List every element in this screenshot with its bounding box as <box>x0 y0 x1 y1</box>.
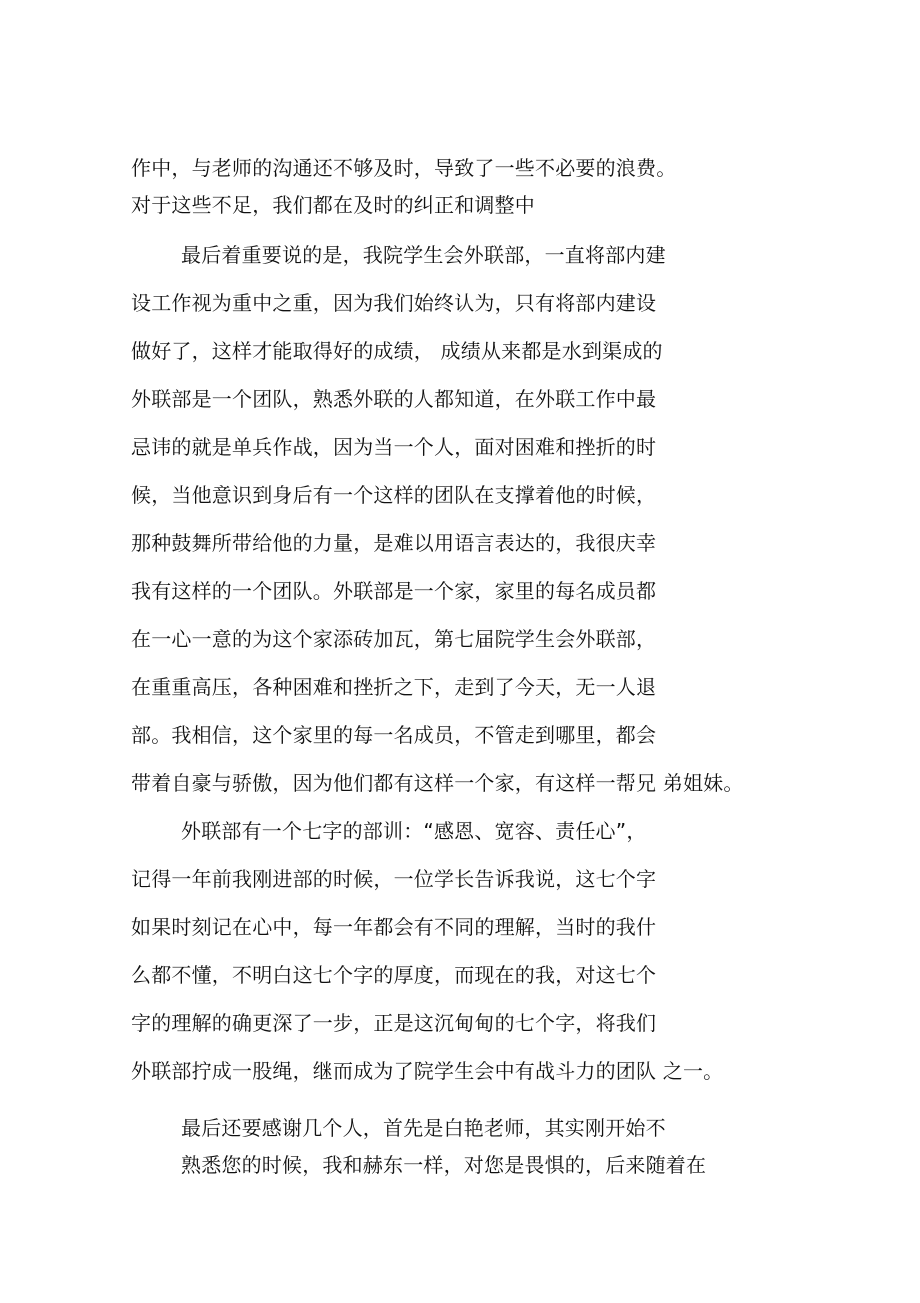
text-line: 外联部是一个团队，熟悉外联的人都知道，在外联工作中最 <box>131 387 657 411</box>
text-line: 在一心一意的为这个家添砖加瓦，第七届院学生会外联部， <box>131 627 657 651</box>
text-line: 部。我相信，这个家里的每一名成员，不管走到哪里，都会 <box>131 723 657 747</box>
paragraph-start-line: 最后着重要说的是，我院学生会外联部，一直将部内建 <box>181 243 666 267</box>
text-line: 么都不懂，不明白这七个字的厚度，而现在的我，对这七个 <box>131 963 657 987</box>
text-line: 带着自豪与骄傲，因为他们都有这样一个家，有这样一帮兄 弟姐妹。 <box>131 771 744 795</box>
text-line: 作中，与老师的沟通还不够及时，导致了一些不必要的浪费。 <box>131 156 677 180</box>
text-line: 外联部拧成一股绳，继而成为了院学生会中有战斗力的团队 之一。 <box>131 1059 724 1083</box>
text-line: 我有这样的一个团队。外联部是一个家，家里的每名成员都 <box>131 579 657 603</box>
text-line: 那种鼓舞所带给他的力量，是难以用语言表达的，我很庆幸 <box>131 531 657 555</box>
text-line: 对于这些不足，我们都在及时的纠正和调整中 <box>131 193 535 217</box>
paragraph-start-line: 最后还要感谢几个人，首先是白艳老师，其实刚开始不 <box>181 1116 666 1140</box>
text-line: 设工作视为重中之重，因为我们始终认为，只有将部内建设 <box>131 291 657 315</box>
text-line: 在重重高压，各种困难和挫折之下，走到了今天，无一人退 <box>131 675 657 699</box>
text-line: 记得一年前我刚进部的时候，一位学长告诉我说，这七个字 <box>131 867 657 891</box>
text-line: 熟悉您的时候，我和赫东一样，对您是畏惧的，后来随着在 <box>181 1153 707 1177</box>
paragraph-start-line: 外联部有一个七字的部训：“感恩、宽容、责任心”， <box>181 819 647 843</box>
text-line: 候，当他意识到身后有一个这样的团队在支撑着他的时候， <box>131 483 657 507</box>
text-line: 字的理解的确更深了一步，正是这沉甸甸的七个字，将我们 <box>131 1011 657 1035</box>
text-line: 忌讳的就是单兵作战，因为当一个人，面对困难和挫折的时 <box>131 435 657 459</box>
text-line: 做好了，这样才能取得好的成绩， 成绩从来都是水到渠成的 <box>131 339 663 363</box>
text-line: 如果时刻记在心中，每一年都会有不同的理解，当时的我什 <box>131 915 657 939</box>
